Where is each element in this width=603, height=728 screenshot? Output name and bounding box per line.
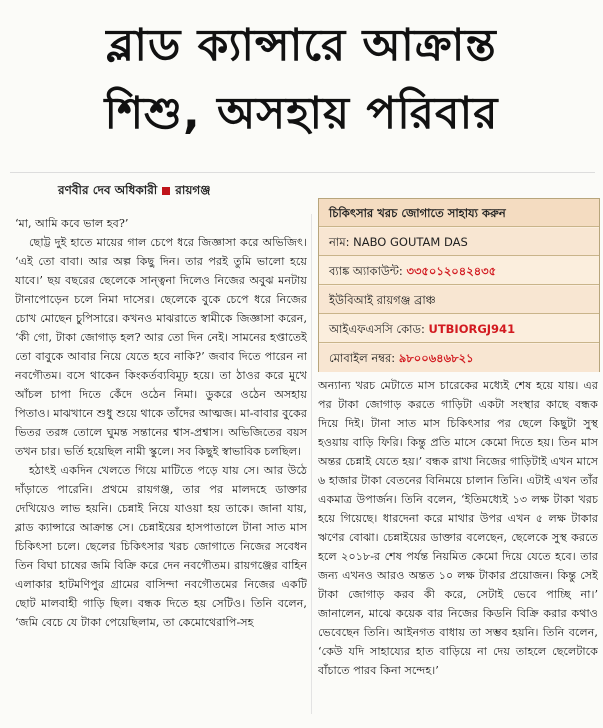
- appeal-bank-row: [319, 286, 599, 314]
- article-paragraph: অন্যান্য খরচ মেটাতে মাস চারেকের মধ্যেই শেষ হয়ে যায়। এর পর টাকা জোগাড় করতে গাড়িটা একটা সংস্থার কাছে বন্ধক দিয়ে দিই। টানা সাত মাস চিকিৎসার পর ছেলে কিছুটা সুস্থ হওয়ায় বাড়ি ফিরি। কিন্তু প্রতি মাসে কেমো দিতে হয়। তিন মাস অন্তর চেন্নাই যেতে হয়।’ বন্ধক রাখা নিজের গাড়িটাই এখন মাসে ৬ হাজার টাকা বেতনের বিনিময়ে চালান তিনি। এটাই এখন তাঁর একমাত্র উপার্জন। তিনি বলেন, ‘ইতিমধ্যেই ১৩ লক্ষ টাকা খরচ হয়ে গিয়েছে। ধারদেনা করে মাথার উপর এখন ৫ লক্ষ টাকার ঋণের বোঝা। চেন্নাইয়ের ডাক্তার বলেছেন, ছেলেকে সুস্থ করতে হলে ২০১৮-র শেষ পর্যন্ত নিয়মিত কেমো দিয়ে যেতে হবে। তার জন্য এখনও আরও অন্তত ১০ লক্ষ টাকার প্রয়োজন। কিন্তু সেই টাকা জোগাড় করব কী করে, সেটাই ভেবে পাচ্ছি না।’ জানালেন, মাঝে কয়েক বার নিজের কিডনি বিক্রি করার কথাও ভেবেছেন তিনি। আইনগত বাধায় তা সম্ভব হয়নি। তিনি বলেন, ‘কেউ যদি সাহায্যের হাত বাড়িয়ে না দেয় তাহলে ছেলেটাকে বাঁচাতে পারব কিনা সন্দেহ।’: [318, 379, 598, 677]
- account-value: ৩৩৫০১২০৪২৪৩৫: [406, 264, 497, 278]
- bank-label: ইউবিআই রায়গঞ্জ ব্রাঞ্চ: [329, 293, 436, 307]
- appeal-box-title: চিকিৎসার খরচ জোগাতে সাহায্য করুন: [319, 199, 599, 227]
- byline-place: রায়গঞ্জ: [175, 183, 211, 197]
- byline: [58, 182, 211, 202]
- mobile-value: ৯৮০০৬৪৬৮২১: [398, 351, 474, 365]
- article-paragraph: ‘মা, আমি কবে ভাল হব?’: [15, 217, 129, 230]
- ifsc-label: আইএফএসসি কোড:: [329, 322, 425, 336]
- byline-square-icon: [162, 187, 170, 195]
- appeal-account-row: [319, 257, 599, 285]
- article-paragraph: হঠাৎই একদিন খেলতে গিয়ে মাটিতে পড়ে যায় সে। আর উঠে দাঁড়াতে পারেনি। প্রথমে রায়গঞ্জ, তার পর মালদহে ডাক্তার দেখিয়েও লাভ হয়নি। চেন্নাই নিয়ে যাওয়া হয় তাকে। জানা যায়, ব্লাড ক্যান্সারে আক্রান্ত সে। চেন্নাইয়ের হাসপাতালে টানা সাত মাস চিকিৎসা চলে। ছেলের চিকিৎসার খরচ জোগাতে নিজের সবেধন তিন বিঘা চাষের জমি বিক্রি করে দেন নবগৌতম। রায়গঞ্জের বাহিন এলাকার হাটমণিপুর গ্রামের বাসিন্দা নবগৌতমের নিজের একটি ছোট মালবাহী গাড়ি ছিল। বন্ধক দিতে হয় সেটিও। তিনি বলেন, ‘জমি বেচে যে টাকা পেয়েছিলাম, তা কেমোথেরাপি-সহ: [15, 464, 307, 629]
- name-value: NABO GOUTAM DAS: [353, 235, 468, 249]
- appeal-name-row: [319, 228, 599, 256]
- article-left-column: [15, 214, 307, 714]
- ifsc-value: UTBIORGJ941: [428, 322, 516, 336]
- appeal-info-box: [318, 198, 600, 372]
- name-label: নাম:: [329, 235, 350, 249]
- headline-divider: [10, 172, 595, 173]
- headline-line-2: শিশু, অসহায় পরিবার: [104, 88, 499, 139]
- byline-author: রণবীর দেব অধিকারী: [58, 183, 158, 197]
- article-right-column: [318, 376, 598, 706]
- column-divider: [311, 214, 312, 714]
- article-paragraph: ছোট্ট দুই হাতে মায়ের গাল চেপে ধরে জিজ্ঞাসা করে অভিজিৎ। ‘এই তো বাবা। আর অল্প কিছু দিন। তার পরই তুমি ভালো হয়ে যাবে।’ ছয় বছরের ছেলেকে সান্ত্বনা দিলেও নিজের অবুঝ মনটায় টানাপোড়েন চলে নিমা দাসের। ছেলেকে বুকে চেপে ধরে নিজের চোখ মোছেন চুপিসারে। কখনও মাঝরাতে স্বামীকে জিজ্ঞাসা করেন, ‘কী গো, টাকা জোগাড় হল? আর তো দিন নেই। সামনের হপ্তাতেই তো বাবুকে আবার নিয়ে যেতে হবে নাকি?’ জবাব দিতে পারেন না নবগৌতম। বসে থাকেন কিংকর্তব্যবিমূঢ় হয়ে। তা ঠাওর করে মুখে আঁচল চাপা দিতে কেঁদে ওঠেন নিমা। ডুকরে ওঠেন অসহায় পিতাও। মাঝখানে শুধু শুয়ে থাকে তাঁদের আত্মজ। মা-বাবার বুকের ভিতর তরঙ্গ তোলে ঘুমন্ত সন্তানের শ্বাস-প্রশ্বাস। অভিজিতের বয়স তখন চার। ভর্তি হয়েছিল নামী স্কুলে। সব কিছুই স্বাভাবিক চলছিল।: [15, 236, 307, 458]
- appeal-mobile-row: [319, 344, 599, 372]
- account-label: ব্যাঙ্ক অ্যাকাউন্ট:: [329, 264, 403, 278]
- headline-line-1: ব্লাড ক্যান্সারে আক্রান্ত: [106, 20, 497, 71]
- appeal-ifsc-row: [319, 315, 599, 343]
- mobile-label: মোবাইল নম্বর:: [329, 351, 396, 365]
